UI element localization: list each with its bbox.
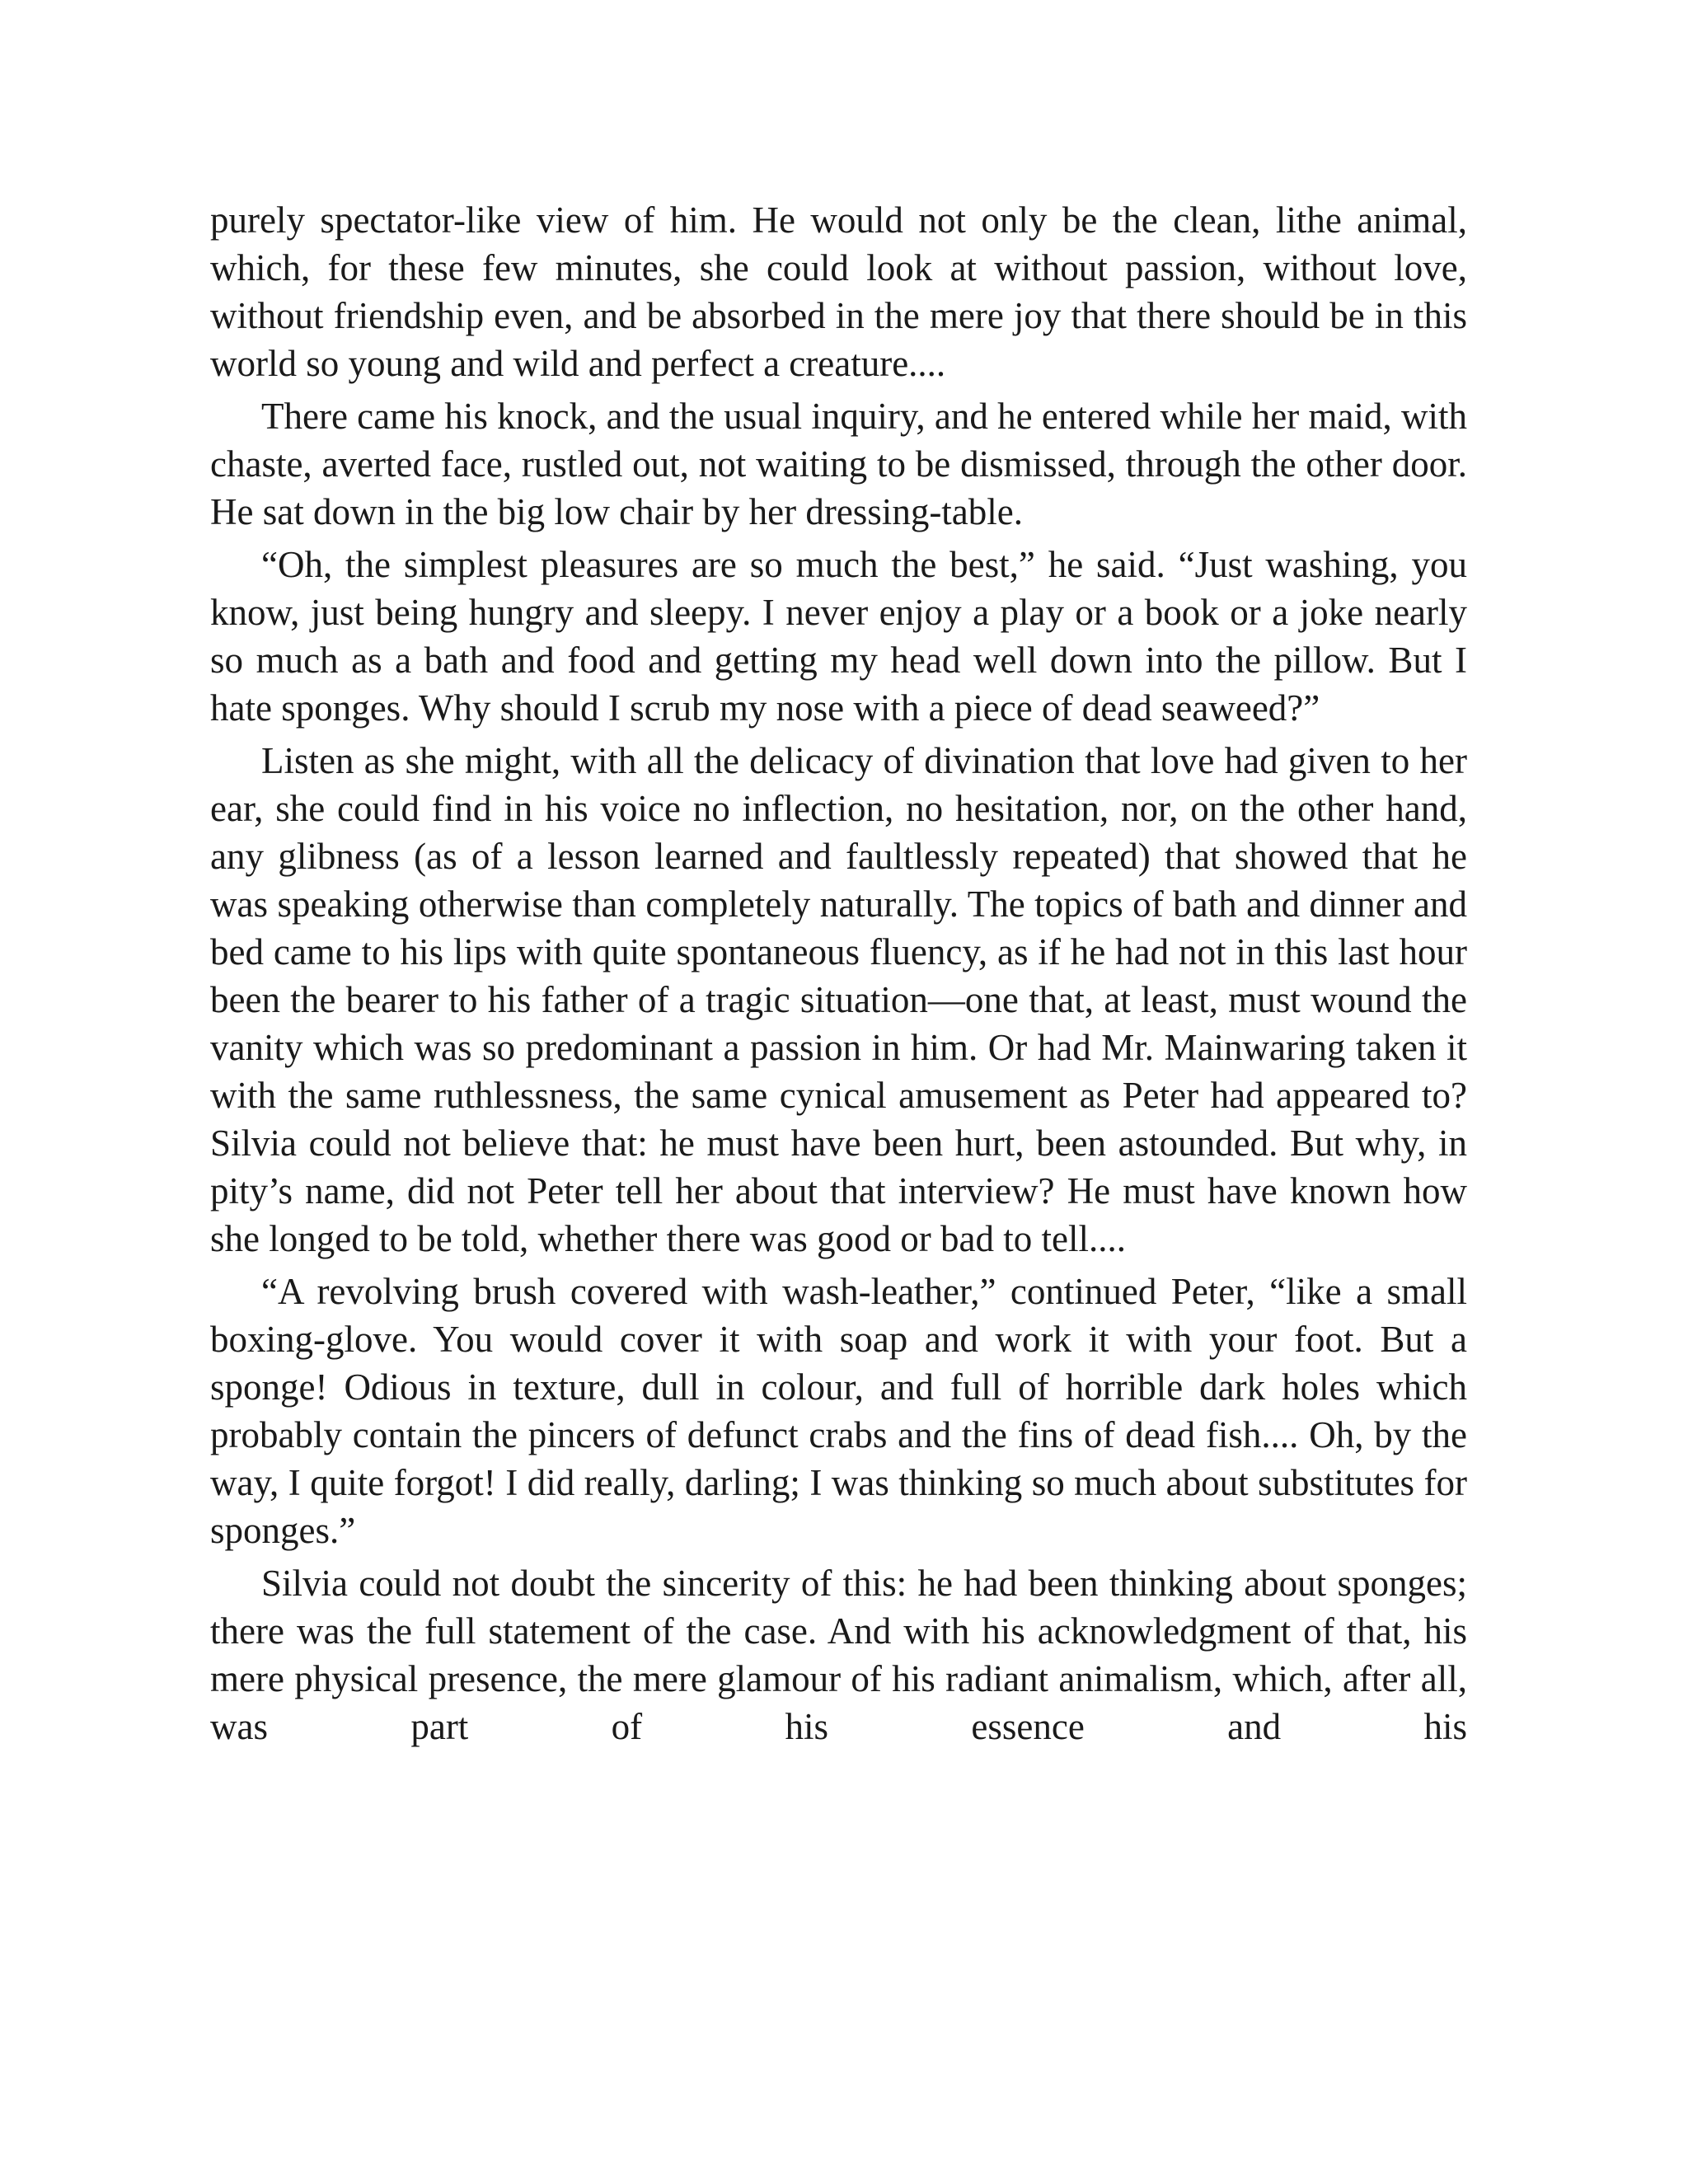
paragraph-6: Silvia could not doubt the sincerity of this: he had been thinking about sponges; there was the full statement of the case. And with his acknowledgment of that, his mere physical presence, the mere glamour of his radiant animalism, which, after all, was part of his essence and his [210, 1563, 1467, 1747]
paragraph-2: There came his knock, and the usual inquiry, and he entered while her maid, with chaste, averted face, rustled out, not waiting to be dismissed, through the other door. He sat down in the big low chair by her dressing-table. [210, 396, 1467, 532]
page-body [210, 196, 1467, 1755]
paragraph-3: “Oh, the simplest pleasures are so much the best,” he said. “Just washing, you know, just being hungry and sleepy. I never enjoy a play or a book or a joke nearly so much as a bath and food and getting my head well down into the pillow. But I hate sponges. Why should I scrub my nose with a piece of dead seaweed?” [210, 544, 1467, 729]
paragraph-4: Listen as she might, with all the delicacy of divination that love had given to her ear, she could find in his voice no inflection, no hesitation, nor, on the other hand, any glibness (as of a lesson learned and faultlessly repeated) that showed that he was speaking otherwise than completely naturally. The topics of bath and dinner and bed came to his lips with quite spontaneous fluency, as if he had not in this last hour been the bearer to his father of a tragic situation—one that, at least, must wound the vanity which was so predominant a passion in him. Or had Mr. Mainwaring taken it with the same ruthlessness, the same cynical amusement as Peter had appeared to? Silvia could not believe that: he must have been hurt, been astounded. But why, in pity’s name, did not Peter tell her about that interview? He must have known how she longed to be told, whether there was good or bad to tell.... [210, 740, 1467, 1259]
paragraph-1: purely spectator-like view of him. He would not only be the clean, lithe animal, which, for these few minutes, she could look at without passion, without love, without friendship even, and be absorbed in the mere joy that there should be in this world so young and wild and perfect a creature.... [210, 199, 1467, 384]
paragraph-5: “A revolving brush covered with wash-leather,” continued Peter, “like a small boxing-glove. You would cover it with soap and work it with your foot. But a sponge! Odious in texture, dull in colour, and full of horrible dark holes which probably contain the pincers of defunct crabs and the fins of dead fish.... Oh, by the way, I quite forgot! I did really, darling; I was thinking so much about substitutes for sponges.” [210, 1271, 1467, 1551]
